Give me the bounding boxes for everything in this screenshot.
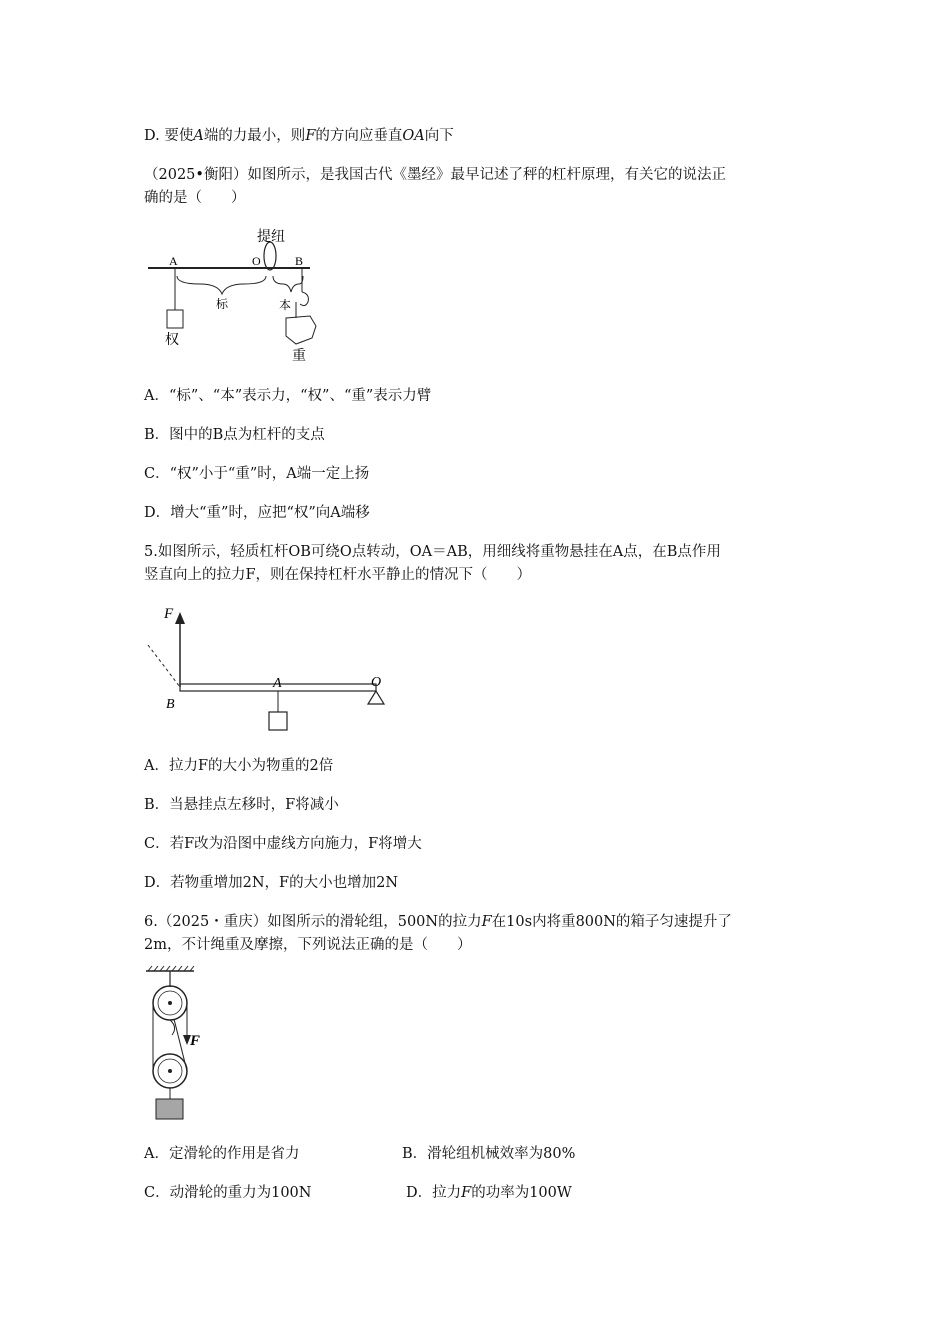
var-F: F — [481, 914, 492, 930]
label-A: A — [169, 254, 178, 268]
goods-zhong — [286, 316, 316, 344]
q5-option-a: A．拉力F的大小为物重的2倍 — [144, 758, 334, 774]
q6-option-d — [406, 1183, 572, 1203]
q6-stem-text: 在10s内将重800N的箱子匀速提升了 — [491, 914, 732, 930]
q5-option-d: D．若物重增加2N，F的大小也增加2N — [144, 875, 399, 891]
var-A: A — [193, 128, 204, 144]
pulley-figure — [140, 965, 220, 1123]
q6-stem-line2: 2m，不计绳重及摩擦，下列说法正确的是（ ） — [144, 937, 472, 953]
label-A: A — [273, 676, 282, 691]
q6-option-c: C．动滑轮的重力为100N — [144, 1185, 312, 1201]
label-O: O — [252, 254, 261, 268]
q3-option-d-text: 的方向应垂直 — [315, 128, 403, 144]
fixed-pulley-axle — [168, 1001, 172, 1005]
var-F: F — [305, 128, 316, 144]
q6-option-d-text: D．拉力 — [406, 1185, 462, 1201]
q6-option-a: A．定滑轮的作用是省力 — [144, 1146, 300, 1162]
q4-stem-line1: （2025•衡阳）如图所示，是我国古代《墨经》最早记述了秤的杠杆原理，有关它的说法正 — [144, 167, 726, 183]
label-B: B — [166, 697, 175, 712]
counterweight-quan — [167, 310, 183, 328]
q5-stem-line2: 竖直向上的拉力F，则在保持杠杆水平静止的情况下（ ） — [144, 567, 532, 583]
brace-ben — [273, 276, 303, 292]
q4-stem-line2: 确的是（ ） — [144, 190, 246, 206]
label-F: F — [190, 1033, 201, 1049]
var-OA: OA — [402, 128, 425, 144]
q5-stem-line1: 5.如图所示，轻质杠杆OB可绕O点转动，OA＝AB，用细线将重物悬挂在A点，在B点作用 — [144, 544, 721, 560]
label-biao: 标 — [216, 297, 229, 311]
var-F: F — [461, 1185, 472, 1201]
q6-stem-line1 — [144, 912, 732, 932]
rope-middle — [174, 1019, 187, 1071]
q3-option-d-text: 向下 — [424, 128, 454, 144]
label-tiniu: 提纽 — [257, 230, 285, 245]
q4-option-c: C．“权”小于“重”时，A端一定上扬 — [144, 466, 370, 482]
lever-figure — [140, 600, 400, 738]
lifting-cord — [264, 242, 276, 270]
label-B: B — [295, 254, 304, 268]
movable-pulley-axle — [168, 1069, 172, 1073]
label-ben: 本 — [279, 298, 292, 312]
label-F: F — [164, 606, 174, 622]
q5-option-c: C．若F改为沿图中虚线方向施力，F将增大 — [144, 836, 422, 852]
q3-option-d-text: D. 要使 — [144, 128, 194, 144]
q3-option-d-text: 端的力最小，则 — [203, 128, 306, 144]
force-arrow-head — [175, 612, 185, 624]
q5-option-b: B．当悬挂点左移时，F将减小 — [144, 797, 339, 813]
q4-option-a: A．“标”、“本”表示力，“权”、“重”表示力臂 — [144, 388, 432, 404]
q4-option-b: B．图中的B点为杠杆的支点 — [144, 427, 325, 443]
fulcrum-triangle — [368, 691, 384, 704]
q6-option-b: B．滑轮组机械效率为80% — [402, 1146, 576, 1162]
label-zhong: 重 — [292, 349, 306, 364]
q6-option-d-text: 的功率为100W — [471, 1185, 572, 1201]
hanging-weight — [269, 712, 287, 730]
load-box — [156, 1099, 183, 1119]
brace-biao — [177, 276, 266, 294]
hook — [300, 292, 308, 306]
label-O: O — [371, 675, 382, 690]
label-quan: 权 — [165, 333, 179, 348]
steelyard-figure — [140, 222, 320, 368]
q4-option-d: D．增大“重”时，应把“权”向A端移 — [144, 505, 370, 521]
q3-option-d — [144, 126, 454, 146]
q6-stem-text: 6.（2025・重庆）如图所示的滑轮组，500N的拉力 — [144, 914, 482, 930]
dashed-force-direction — [148, 645, 180, 687]
fixed-pulley-hook — [170, 1020, 175, 1035]
